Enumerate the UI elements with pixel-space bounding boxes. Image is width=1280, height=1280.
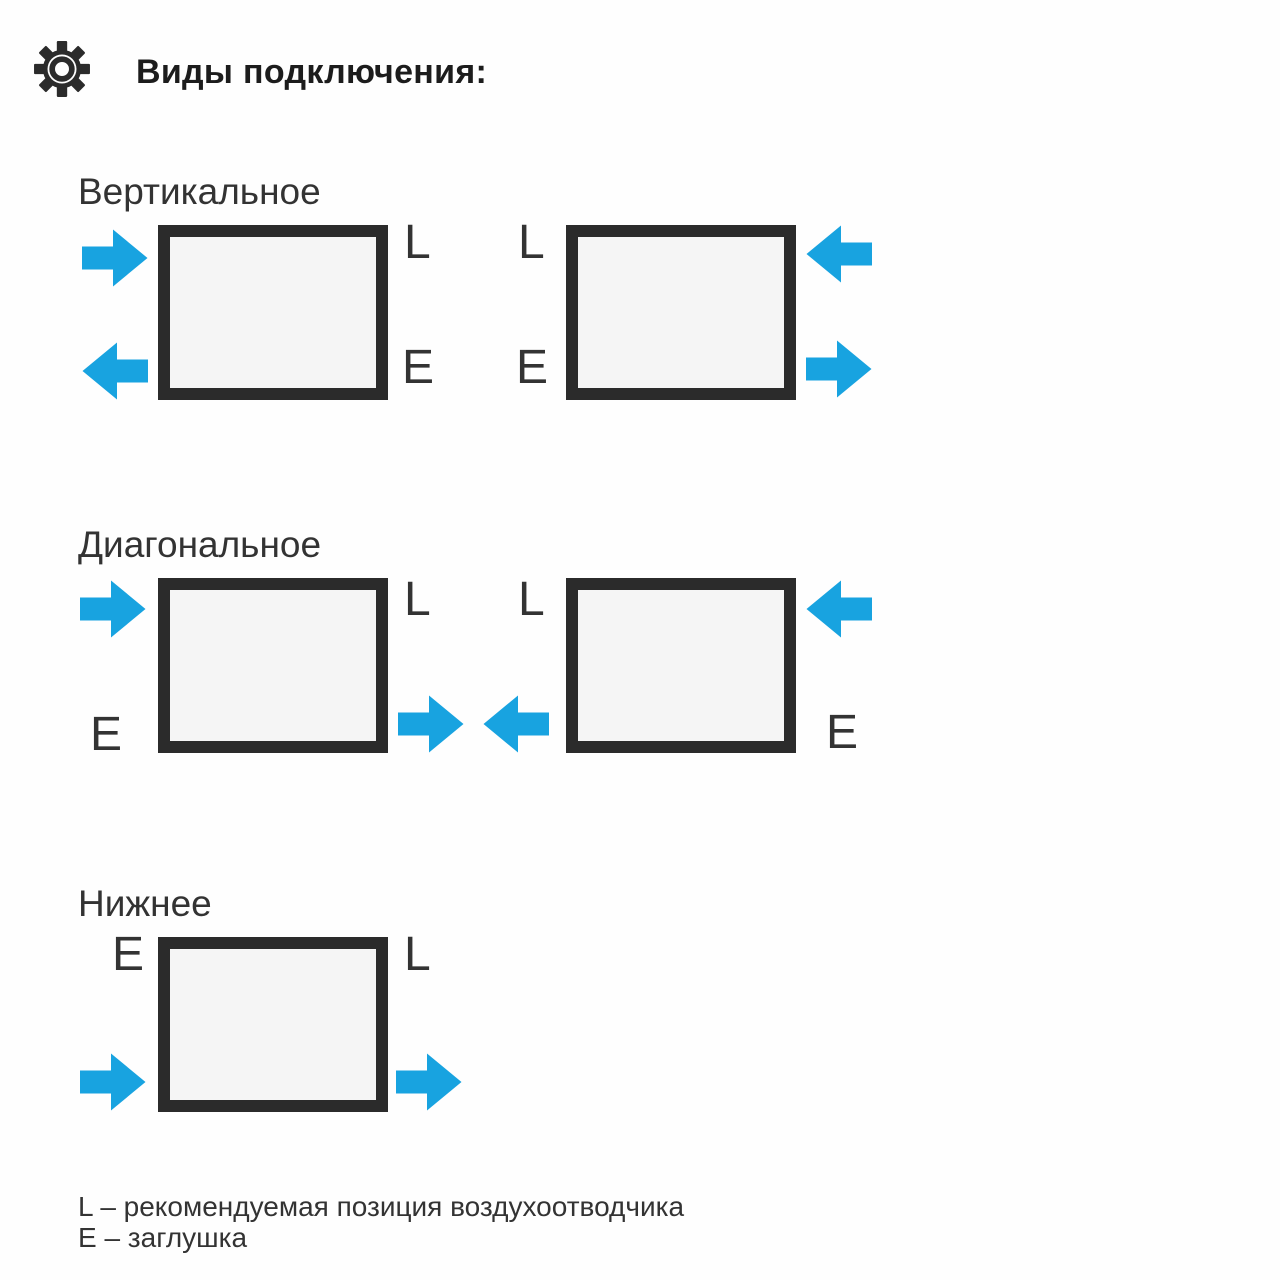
port-label-l: L [518,573,545,626]
port-label-e: E [90,708,123,761]
flow-arrow-in-icon [80,580,146,638]
legend [78,1191,684,1253]
legend-line-l: L – рекомендуемая позиция воздухоотводчика [78,1191,685,1222]
port-label-e: E [516,341,549,394]
flow-arrow-in-icon [82,229,148,287]
flow-arrow-out-icon [398,695,464,753]
flow-arrow-out-icon [82,342,148,400]
radiator-box [566,578,796,753]
port-label-e: E [826,706,859,759]
flow-arrow-out-icon [806,340,872,398]
flow-arrow-in-icon [806,225,872,283]
radiator-box [158,225,388,400]
port-label-e: E [402,341,435,394]
page-title: Виды подключения: [136,53,488,91]
flow-arrow-out-icon [483,695,549,753]
gear-icon [33,40,91,98]
port-label-l: L [518,216,545,269]
radiator-box [158,578,388,753]
section-label-bottom: Нижнее [78,883,212,924]
legend-line-e: E – заглушка [78,1222,248,1253]
flow-arrow-out-icon [396,1053,462,1111]
flow-arrow-in-icon [80,1053,146,1111]
port-label-l: L [404,928,431,981]
port-label-l: L [404,216,431,269]
section-label-diagonal: Диагональное [78,524,322,565]
port-label-l: L [404,573,431,626]
section-label-vertical: Вертикальное [78,171,321,212]
flow-arrow-in-icon [806,580,872,638]
port-label-e: E [112,928,145,981]
radiator-box [158,937,388,1112]
radiator-box [566,225,796,400]
